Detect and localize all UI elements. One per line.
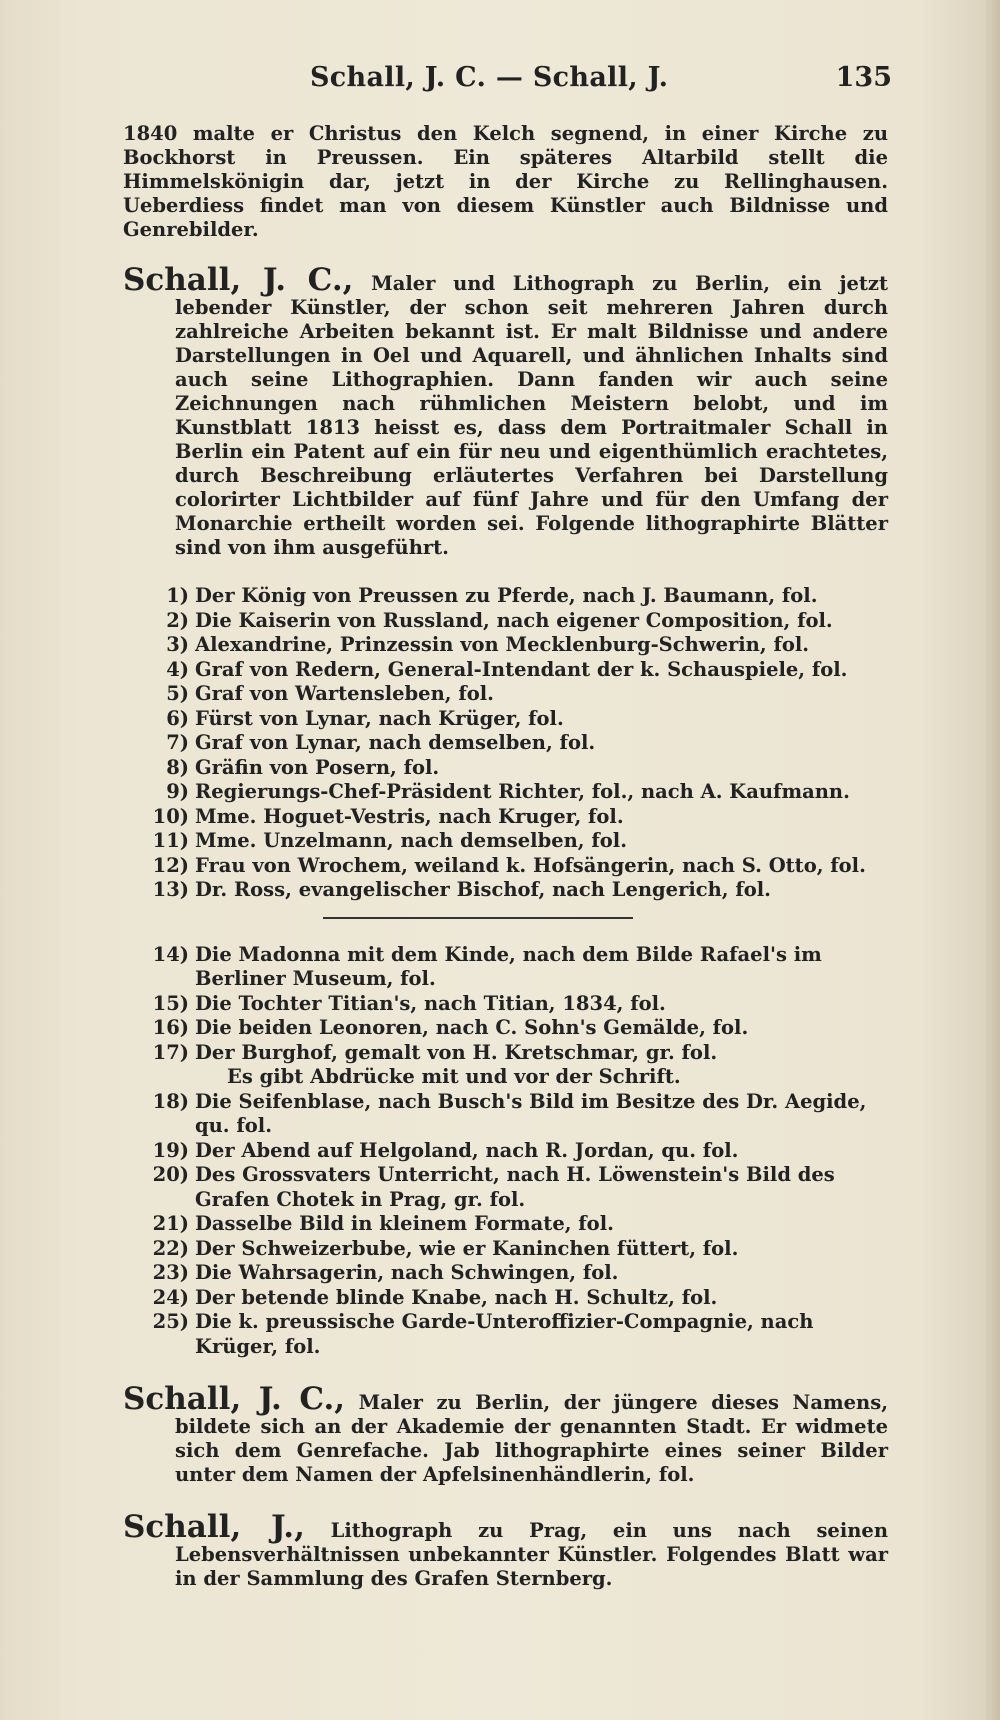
item-text — [195, 1212, 888, 1237]
item-text — [195, 1016, 888, 1041]
lithograph-list-1 — [143, 584, 888, 903]
list-item — [143, 1016, 888, 1041]
item-number: 19) — [152, 1138, 189, 1162]
item-text — [195, 780, 888, 805]
item-text — [195, 943, 888, 992]
list-item — [143, 878, 888, 903]
item-title: Regierungs-Chef-Präsident Richter, fol., nach A. Kaufmann. — [195, 780, 850, 803]
list-item — [143, 731, 888, 756]
item-number: 11) — [152, 829, 189, 852]
item-text — [195, 633, 888, 658]
item-number: 17) — [152, 1040, 189, 1064]
item-text — [195, 1041, 888, 1090]
item-title: Gräfin von Posern, fol. — [195, 755, 440, 779]
list-item — [143, 707, 888, 732]
item-number: 2) — [166, 608, 189, 632]
item-text — [195, 992, 888, 1017]
item-text — [195, 1237, 888, 1262]
item-title: Die Seifenblase, nach Busch's Bild im Besitze des Dr. Aegide, qu. fol. — [195, 1089, 867, 1137]
section-divider — [323, 917, 633, 919]
item-text — [195, 1261, 888, 1286]
item-number: 4) — [166, 657, 189, 681]
item-title: Graf von Redern, General-Intendant der k. Schauspiele, fol. — [195, 657, 848, 681]
running-head: Schall, J. C. — Schall, J. — [310, 62, 669, 93]
item-text — [195, 584, 888, 609]
item-title: Die beiden Leonoren, nach C. Sohn's Gemälde, fol. — [195, 1016, 749, 1039]
list-item — [143, 805, 888, 830]
list-item — [143, 943, 888, 992]
item-title: Die Madonna mit dem Kinde, nach dem Bilde Rafael's im Berliner Museum, fol. — [195, 942, 822, 990]
item-title: Der König von Preussen zu Pferde, nach J. Baumann, fol. — [195, 584, 818, 607]
item-number: 3) — [166, 633, 189, 656]
page-edge — [986, 0, 1000, 1720]
item-title: Alexandrine, Prinzessin von Mecklenburg-Schwerin, fol. — [195, 633, 810, 656]
list-item — [143, 780, 888, 805]
item-text — [195, 658, 888, 683]
item-text — [195, 805, 888, 830]
item-number: 23) — [152, 1261, 189, 1284]
list-item — [143, 584, 888, 609]
list-item — [143, 992, 888, 1017]
list-item — [143, 609, 888, 634]
entry-text: Maler zu Berlin, der jüngere dieses Namens, bildete sich an der Akademie der genannten Stadt. Er widmete sich dem Genrefache. Jab lithographirte eines seiner Bilder unter dem Namen der Apfelsinenhändlerin, fol. — [175, 1391, 888, 1486]
page-number: 135 — [835, 62, 892, 93]
item-text — [195, 1286, 888, 1311]
item-text — [195, 1163, 888, 1212]
item-text — [195, 682, 888, 707]
entry-text: Lithograph zu Prag, ein uns nach seinen Lebensverhältnissen unbekannter Künstler. Folgendes Blatt war in der Sammlung des Grafen Sternberg. — [175, 1519, 888, 1590]
item-title: Dr. Ross, evangelischer Bischof, nach Lengerich, fol. — [195, 878, 771, 901]
item-title: Mme. Unzelmann, nach demselben, fol. — [195, 829, 627, 852]
page-header — [0, 62, 1000, 102]
item-number: 15) — [152, 991, 189, 1015]
item-number: 6) — [166, 706, 189, 730]
list-item — [143, 1212, 888, 1237]
item-number: 20) — [152, 1163, 189, 1186]
item-text — [195, 1310, 888, 1359]
list-item — [143, 1310, 888, 1359]
item-title: Graf von Lynar, nach demselben, fol. — [195, 731, 596, 754]
list-item — [143, 854, 888, 879]
item-title: Der Schweizerbube, wie er Kaninchen füttert, fol. — [195, 1236, 739, 1260]
item-title: Graf von Wartensleben, fol. — [195, 682, 494, 705]
item-title: Der betende blinde Knabe, nach H. Schultz, fol. — [195, 1285, 718, 1309]
list-item — [143, 1139, 888, 1164]
item-number: 25) — [152, 1310, 189, 1333]
item-title: Fürst von Lynar, nach Krüger, fol. — [195, 706, 564, 730]
list-item — [143, 829, 888, 854]
item-title: Des Grossvaters Unterricht, nach H. Löwenstein's Bild des Grafen Chotek in Prag, gr. fol. — [195, 1163, 835, 1211]
item-note: Es gibt Abdrücke mit und vor der Schrift. — [227, 1065, 681, 1088]
item-text — [195, 731, 888, 756]
entry-heading: Schall, J. C., — [123, 262, 354, 298]
item-text — [195, 707, 888, 732]
entry-text: Maler und Lithograph zu Berlin, ein jetzt lebender Künstler, der schon seit mehreren Jahren durch zahlreiche Arbeiten bekannt ist. Er malt Bildnisse und andere Darstellungen in Oel und Aquarell, und ähnlichen Inhalts sind auch seine Lithographien. Dann fanden wir auch seine Zeichnungen nach rühmlichen Meistern belobt, und im Kunstblatt 1813 heisst es, dass dem Portraitmaler Schall in Berlin ein Patent auf ein für neu und eigenthümlich erachtetes, durch Beschreibung erläutertes Verfahren bei Darstellung colorirter Lichtbilder auf fünf Jahre und für den Umfang der Monarchie ertheilt worden sei. Folgende lithographirte Blätter sind von ihm ausgeführt. — [175, 272, 888, 559]
item-number: 18) — [152, 1089, 189, 1113]
item-number: 7) — [166, 731, 189, 754]
list-item — [143, 682, 888, 707]
item-text — [195, 756, 888, 781]
item-text — [195, 829, 888, 854]
item-title: Die k. preussische Garde-Unteroffizier-Compagnie, nach Krüger, fol. — [195, 1310, 814, 1358]
intro-paragraph: 1840 malte er Christus den Kelch segnend, in einer Kirche zu Bockhorst in Preussen. Ein späteres Altarbild stellt die Himmelskönigin dar, jetzt in der Kirche zu Rellinghausen. Ueberdiess findet man von diesem Künstler auch Bildnisse und Genrebilder. — [123, 122, 888, 241]
item-number: 14) — [152, 942, 189, 966]
list-item — [143, 1090, 888, 1139]
item-text — [195, 1139, 888, 1164]
item-text — [195, 878, 888, 903]
entry-schall-jc-elder — [123, 262, 888, 560]
item-number: 24) — [152, 1285, 189, 1309]
item-title: Mme. Hoguet-Vestris, nach Kruger, fol. — [195, 804, 624, 828]
list-item — [143, 658, 888, 683]
list-item — [143, 756, 888, 781]
list-item — [143, 633, 888, 658]
item-number: 12) — [152, 853, 189, 877]
entry-heading: Schall, J., — [123, 1509, 305, 1545]
item-title: Der Burghof, gemalt von H. Kretschmar, gr. fol. — [195, 1040, 718, 1064]
list-item — [143, 1041, 888, 1090]
item-title: Die Kaiserin von Russland, nach eigener Composition, fol. — [195, 608, 833, 632]
item-title: Die Tochter Titian's, nach Titian, 1834, fol. — [195, 991, 666, 1015]
entry-schall-j — [123, 1509, 888, 1591]
item-title: Die Wahrsagerin, nach Schwingen, fol. — [195, 1261, 619, 1284]
item-number: 5) — [166, 682, 189, 705]
lithograph-list-2 — [143, 943, 888, 1360]
item-text — [195, 854, 888, 879]
entry-heading: Schall, J. C., — [123, 1381, 346, 1417]
item-text — [195, 1090, 888, 1139]
item-title: Frau von Wrochem, weiland k. Hofsängerin, nach S. Otto, fol. — [195, 853, 866, 877]
item-number: 9) — [166, 780, 189, 803]
entry-schall-jc-younger — [123, 1381, 888, 1487]
item-number: 16) — [152, 1016, 189, 1039]
item-title: Dasselbe Bild in kleinem Formate, fol. — [195, 1212, 614, 1235]
list-item — [143, 1163, 888, 1212]
list-item — [143, 1286, 888, 1311]
item-number: 21) — [152, 1212, 189, 1235]
list-item — [143, 1237, 888, 1262]
item-text — [195, 609, 888, 634]
item-number: 22) — [152, 1236, 189, 1260]
item-number: 1) — [166, 584, 189, 607]
item-number: 10) — [152, 804, 189, 828]
item-number: 13) — [152, 878, 189, 901]
item-title: Der Abend auf Helgoland, nach R. Jordan, qu. fol. — [195, 1138, 739, 1162]
item-number: 8) — [166, 755, 189, 779]
page-content — [123, 122, 888, 1591]
list-item — [143, 1261, 888, 1286]
